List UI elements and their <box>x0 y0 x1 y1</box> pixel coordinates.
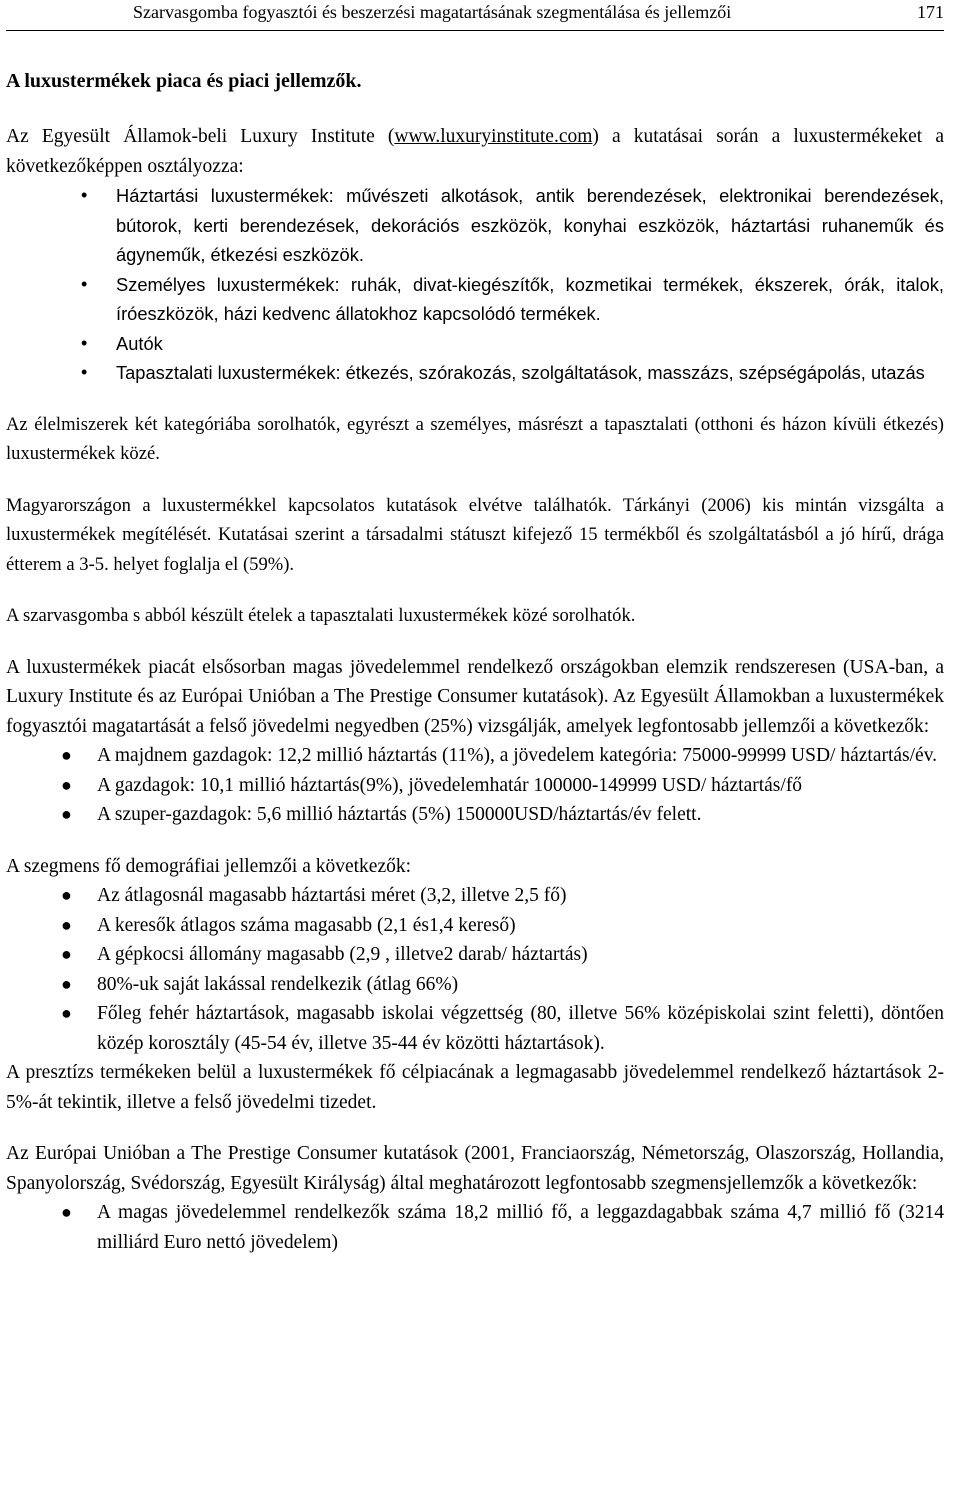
list-item-text: Autók <box>116 332 163 354</box>
list-item <box>6 911 944 941</box>
category-list <box>6 181 944 388</box>
intro-text-after: ) a kutatásai során a luxustermékeket a következőképpen osztályozza: <box>6 126 944 177</box>
list-item-text: Háztartási luxustermékek: művészeti alkotások, antik berendezések, elektronikai berendezések, bútorok, kerti berendezések, dekorációs eszközök, konyhai eszközök, háztartási ruhaneműk és ágyneműk, étkezési eszközök. <box>116 185 944 265</box>
list-item-text: 80%-uk saját lakással rendelkezik (átlag 66%) <box>97 973 459 995</box>
eu-paragraph: Az Európai Unióban a The Prestige Consumer kutatások (2001, Franciaország, Németország, Olaszország, Hollandia, Spanyolország, Svédország, Egyesült Királyság) által meghatározott legfontosabb szegmensjellemzők a következők: <box>6 1143 944 1194</box>
list-item <box>6 270 944 329</box>
demographics-list <box>6 881 944 1058</box>
list-item <box>6 800 944 830</box>
list-item <box>6 970 944 1000</box>
bullet-icon: • <box>81 362 88 382</box>
bullet-icon: ● <box>61 774 72 795</box>
eu-list <box>6 1198 944 1257</box>
demographics-intro: A szegmens fő demográfiai jellemzői a következők: <box>6 855 412 877</box>
header-title: Szarvasgomba fogyasztói és beszerzési magatartásának szegmentálása és jellemzői <box>133 2 732 22</box>
list-item <box>6 358 944 388</box>
list-item-text: Tapasztalati luxustermékek: étkezés, szórakozás, szolgáltatások, masszázs, szépségápolás, utazás <box>116 362 925 383</box>
section-heading: A luxustermékek piaca és piaci jellemzők. <box>6 70 362 92</box>
prestige-paragraph: A presztízs termékeken belül a luxustermékek fő célpiacának a legmagasabb jövedelemmel rendelkező háztartások 2-5%-át tekintik, illetve a felső jövedelmi tizedet. <box>6 1062 944 1113</box>
list-item-text: A gépkocsi állomány magasabb (2,9 , illetve2 darab/ háztartás) <box>97 944 588 965</box>
list-item <box>6 1198 944 1257</box>
list-item-text: Főleg fehér háztartások, magasabb iskolai végzettség (80, illetve 56% középiskolai szint feletti), döntően közép korosztály (45-54 év, illetve 35-44 év közötti háztartások). <box>97 1003 944 1054</box>
bullet-icon: ● <box>61 944 72 964</box>
intro-text-before: Az Egyesült Államok-beli Luxury Institute ( <box>6 126 395 147</box>
truffle-paragraph: A szarvasgomba s abból készült ételek a tapasztalati luxustermékek közé sorolhatók. <box>6 605 636 626</box>
luxury-institute-link[interactable]: www.luxuryinstitute.com <box>394 126 593 147</box>
list-item <box>6 940 944 970</box>
page-number: 171 <box>917 2 944 22</box>
list-item-text: Személyes luxustermékek: ruhák, divat-kiegészítők, kozmetikai termékek, ékszerek, órák, italok, íróeszközök, házi kedvenc állatokhoz kapcsolódó termékek. <box>116 273 944 324</box>
bullet-icon: ● <box>61 885 72 905</box>
bullet-icon: ● <box>61 973 72 994</box>
list-item <box>6 329 944 359</box>
list-item-text: A magas jövedelemmel rendelkezők száma 18,2 millió fő, a leggazdagabbak száma 4,7 millió fő (3214 milliárd Euro nettó jövedelem) <box>97 1202 944 1253</box>
bullet-icon: • <box>81 185 88 205</box>
intro-paragraph <box>6 122 944 181</box>
bullet-icon: • <box>81 273 88 294</box>
running-header <box>6 0 944 31</box>
bullet-icon: ● <box>61 745 72 765</box>
bullet-icon: ● <box>61 1202 72 1222</box>
bullet-icon: ● <box>61 914 72 935</box>
bullet-icon: ● <box>61 804 72 824</box>
list-item-text: Az átlagosnál magasabb háztartási méret (3,2, illetve 2,5 fő) <box>97 885 567 906</box>
list-item-text: A szuper-gazdagok: 5,6 millió háztartás (5%) 150000USD/háztartás/év felett. <box>97 804 702 825</box>
list-item <box>6 881 944 911</box>
bullet-icon: ● <box>61 1003 72 1023</box>
hungary-paragraph: Magyarországon a luxustermékkel kapcsolatos kutatások elvétve találhatók. Tárkányi (2006) kis mintán vizsgálta a luxustermékek megítélését. Kutatásai szerint a társadalmi státuszt kifejező 15 termékből és szolgáltatásból a jó hírű, drága étterem a 3-5. helyet foglalja el (59%). <box>6 494 944 575</box>
list-item <box>6 181 944 270</box>
list-item <box>6 999 944 1058</box>
list-item-text: A gazdagok: 10,1 millió háztartás(9%), jövedelemhatár 100000-149999 USD/ háztartás/fő <box>97 774 803 796</box>
wealth-group-list <box>6 741 944 830</box>
market-paragraph: A luxustermékek piacát elsősorban magas jövedelemmel rendelkező országokban elemzik rendszeresen (USA-ban, a Luxury Institute és az Európai Unióban a The Prestige Consumer kutatások). Az Egyesült Államokban a luxustermékek fogyasztói magatartását a felső jövedelmi negyedben (25%) vizsgálják, amelyek legfontosabb jellemzői a következők: <box>6 656 944 737</box>
bullet-icon: • <box>81 332 88 353</box>
list-item-text: A majdnem gazdagok: 12,2 millió háztartás (11%), a jövedelem kategória: 75000-99999 USD/ háztartás/év. <box>97 745 938 766</box>
list-item <box>6 741 944 771</box>
food-paragraph: Az élelmiszerek két kategóriába sorolhatók, egyrészt a személyes, másrészt a tapasztalati (otthoni és házon kívüli étkezés) luxustermékek közé. <box>6 413 944 464</box>
list-item <box>6 771 944 801</box>
document-page <box>6 0 944 1257</box>
list-item-text: A keresők átlagos száma magasabb (2,1 és1,4 kereső) <box>97 914 516 936</box>
